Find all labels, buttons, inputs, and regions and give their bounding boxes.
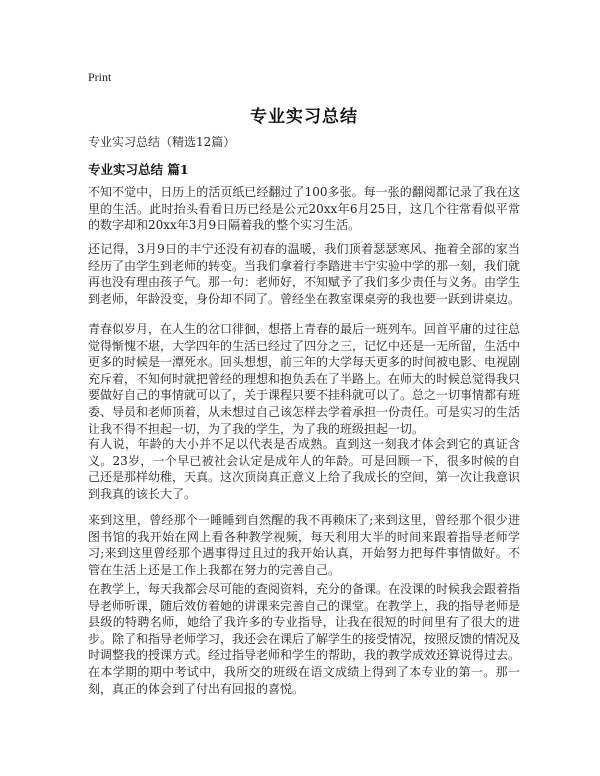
- paragraph-2: 还记得，3月9日的丰宁还没有初春的温暖，我们顶着瑟瑟寒风、拖着全部的家当经历了由学生到老师的转变。当我们拿着行李踏进丰宁实验中学的那一刻，我们就再也没有理由孩子气。那一句：老师好，不知赋予了我们多少责任与义务。由学生到老师，年龄没变，身份却不同了。曾经坐在教室课桌旁的我也要一跃到讲桌边。: [88, 242, 521, 306]
- document-page: [88, 0, 520, 776]
- print-link[interactable]: Print: [88, 70, 112, 84]
- paragraph-1: 不知不觉中，日历上的活页纸已经翻过了100多张。每一张的翻阅都记录了我在这里的生活。此时抬头看看日历已经是公元20xx年6月25日，这几个往常看似平常的数字却和20xx年3月9日隔着我的整个实习生活。: [88, 185, 520, 233]
- paragraph-5: 来到这里，曾经那个一睡睡到自然醒的我不再赖床了;来到这里，曾经那个很少进图书馆的我开始在网上看各种教学视频，每天利用大半的时间来跟着指导老师学习;来到这里曾经那个遇事得过且过的我开始认真，开始努力把每件事情做好。不管在生活上还是工作上我都在努力的完善自己。: [88, 513, 520, 577]
- section-heading: 专业实习总结 篇1: [88, 162, 189, 177]
- document-subtitle: 专业实习总结（精选12篇）: [88, 135, 236, 149]
- paragraph-6: 在教学上，每天我都会尽可能的查阅资料，充分的备课。在没课的时候我会跟着指导老师听课，随后效仿着她的讲课来完善自己的课堂。在教学上，我的指导老师是县级的特聘名师，她给了我许多的专业指导，让我在很短的时间里有了很大的进步。除了和指导老师学习，我还会在课后了解学生的接受情况，按照反馈的情况及时调整我的授课方式。经过指导老师和学生的帮助，我的教学成效还算说得过去。在本学期的期中考试中，我所交的班级在语文成绩上得到了本专业的第一。那一刻，真正的体会到了付出有回报的喜悦。: [88, 582, 521, 696]
- paragraph-3: 青春似岁月，在人生的岔口徘徊，想搭上青春的最后一班列车。回首平庸的过往总觉得惭愧不堪，大学四年的生活已经过了四分之三，记忆中还是一无所留，生活中更多的时候是一潭死水。回头想想，前三年的大学每天更多的时间被电影、电视剧充斥着，不知何时就把曾经的理想和抱负丢在了半路上。在师大的时候总觉得我只要做好自己的事情就可以了，关于课程只要不挂科就可以了。总之一切事情都有班委、导员和老师顶着，从未想过自己该怎样去学着承担一份责任。可是实习的生活让我不得不担起一切，为了我的学生，为了我的班级担起一切。: [88, 322, 521, 436]
- document-title: 专业实习总结: [250, 107, 358, 127]
- paragraph-4: 有人说，年龄的大小并不足以代表是否成熟。直到这一刻我才体会到它的真证含义。23岁，一个早已被社会认定是成年人的年龄。可是回顾一下，很多时候的自己还是那样幼稚，天真。这次顶岗真正意义上给了我成长的空间，第一次让我意识到我真的该长大了。: [88, 437, 521, 501]
